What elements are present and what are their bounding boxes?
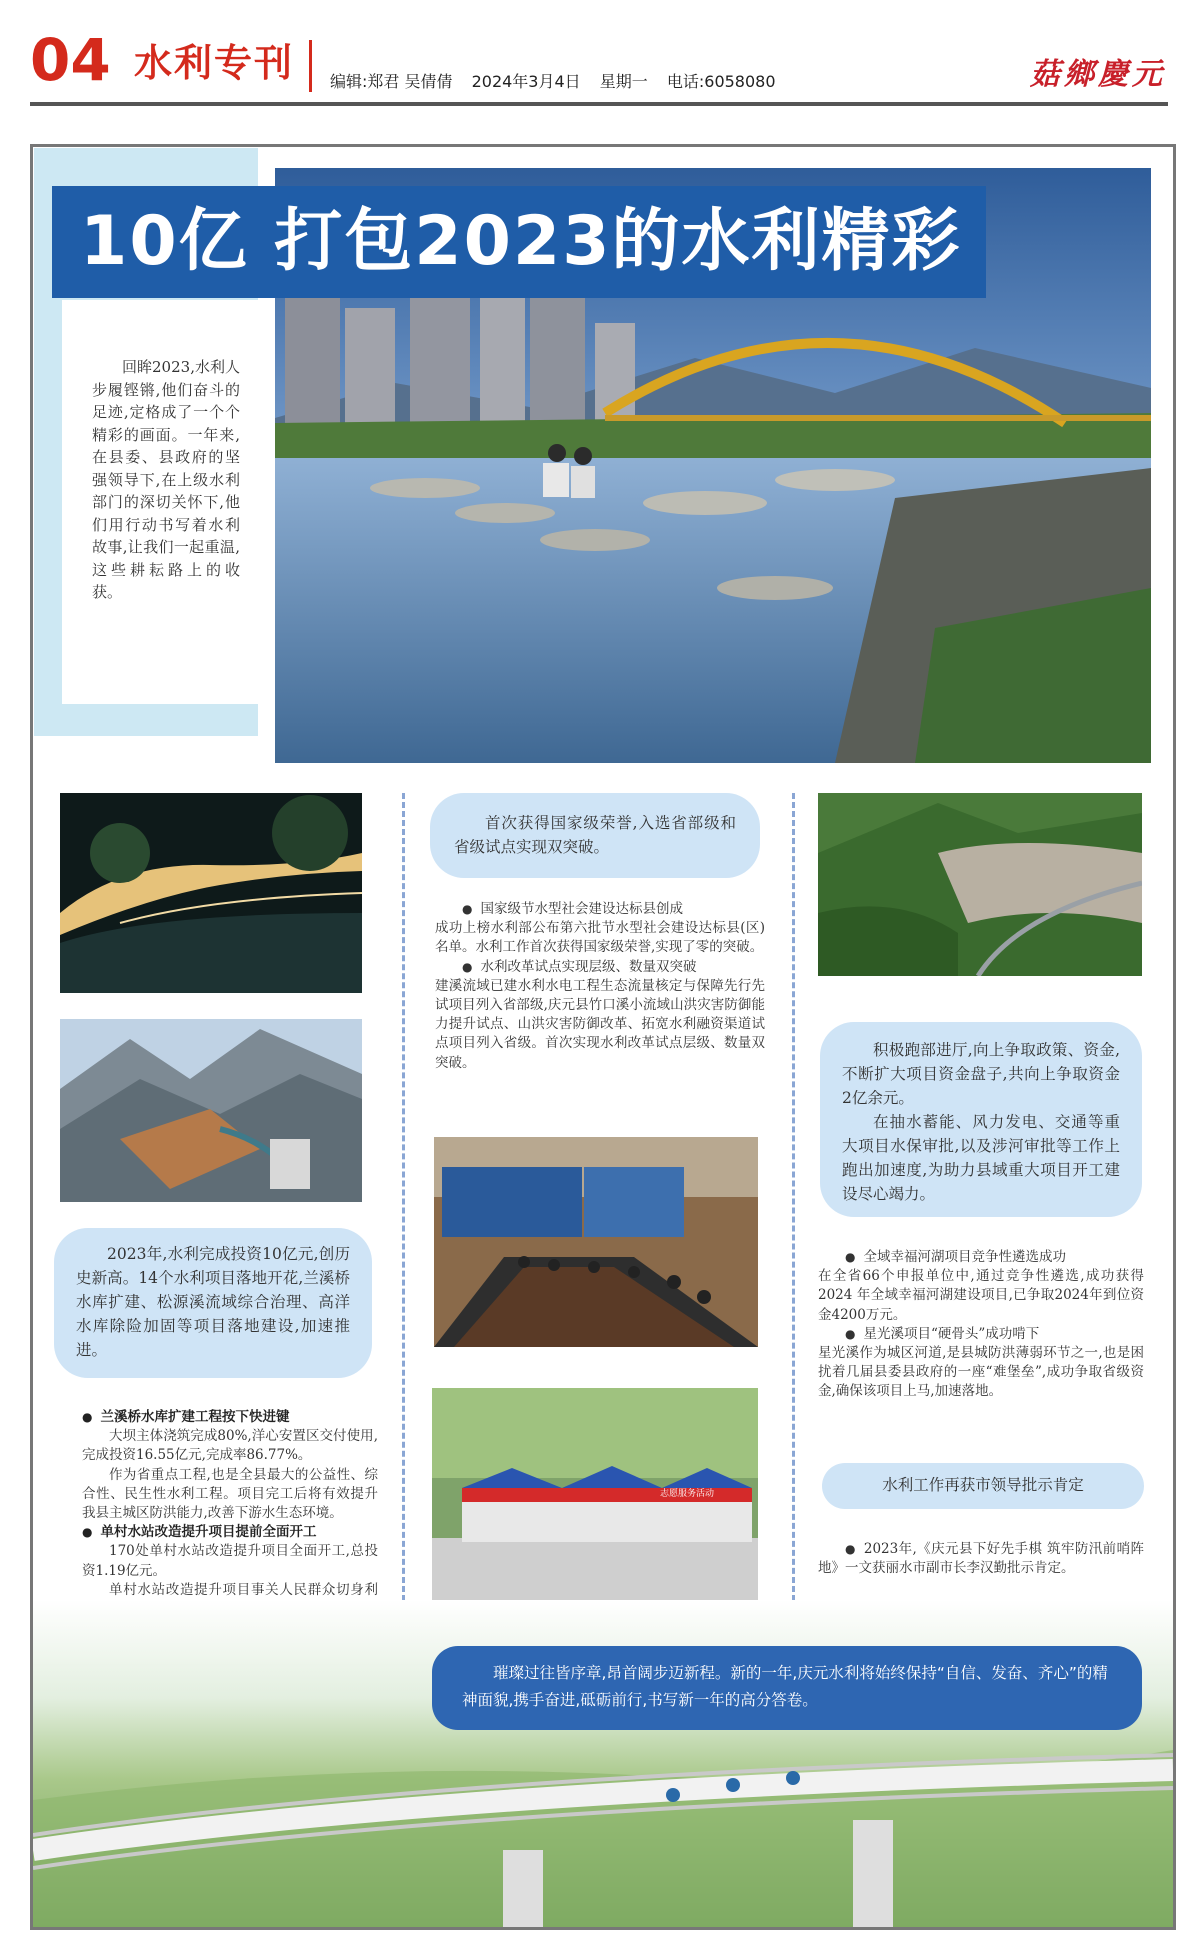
col2-item2-title-text: 水利改革试点实现层级、数量双突破 — [480, 958, 697, 975]
col3-item1-title-text: 全域幸福河湖项目竞争性遴选成功 — [863, 1249, 1066, 1265]
col3-summary-p2: 在抽水蓄能、风力发电、交通等重大项目水保审批,以及涉河审批等工作上跑出加速度,为助力县域重大项目开工建设尽心竭力。 — [842, 1113, 1120, 1203]
col3-item3 — [818, 1540, 1144, 1578]
col1-item2-title-text: 单村水站改造提升项目提前全面开工 — [100, 1524, 317, 1541]
section-title: 水利专刊 — [134, 41, 295, 85]
bullet-dot-icon: ● — [462, 959, 473, 974]
col3-body-bottom — [818, 1540, 1144, 1578]
col2-item2-text: 建溪流域已建水利水电工程生态流量核定与保障先行先试项目列入省部级,庆元县竹口溪小流域山洪灾害防御能力提升试点、山洪灾害防御改革、拓宽水利融资渠道试点项目列入省级。首次实现水利改革试点层级、数量双突破。 — [435, 977, 765, 1071]
col1-item1-p2: 作为省重点工程,也是全县最大的公益性、综合性、民生性水利工程。项目完工后将有效提升我县主城区防洪能力,改善下游水生态环境。 — [82, 1466, 378, 1522]
header-rule — [30, 102, 1168, 106]
editors: 编辑:郑君 吴倩倩 — [330, 72, 453, 91]
col2-body — [435, 900, 765, 1073]
col1-item2-title — [82, 1523, 378, 1542]
bullet-dot-icon: ● — [82, 1410, 93, 1424]
page-number: 04 — [30, 26, 111, 94]
col3-summary-p1: 积极跑部进厅,向上争取政策、资金,不断扩大项目资金盘子,共向上争取资金2亿余元。 — [842, 1041, 1120, 1107]
col3-summary-bubble — [820, 1022, 1142, 1217]
col1-item1-p1: 大坝主体浇筑完成80%,洋心安置区交付使用,完成投资16.55亿元,完成率86.77%。 — [82, 1428, 378, 1464]
col3-item3-text: 2023年,《庆元县下好先手棋 筑牢防汛前哨阵地》一文获丽水市副市长李汉勤批示肯定。 — [818, 1541, 1144, 1577]
column-divider-2 — [792, 793, 795, 1628]
col3-pill-text: 水利工作再获市领导批示肯定 — [882, 1476, 1084, 1494]
bullet-dot-icon: ● — [845, 1326, 856, 1341]
intro-text — [92, 356, 240, 604]
page-headline: 10亿 打包2023的水利精彩 — [80, 202, 962, 281]
col1-item2-p1: 170处单村水站改造提升项目全面开工,总投资1.19亿元。 — [82, 1543, 378, 1579]
col2-summary-text: 首次获得国家级荣誉,入选省部级和省级试点实现双突破。 — [454, 814, 736, 856]
intro-paragraph: 回眸2023,水利人步履铿锵,他们奋斗的足迹,定格成了一个个精彩的画面。一年来,在县委、县政府的坚强领导下,在上级水利部门的深切关怀下,他们用行动书写着水利故事,让我们一起重温,这些耕耘路上的收获。 — [92, 358, 240, 601]
phone: 电话:6058080 — [666, 72, 776, 91]
bullet-dot-icon: ● — [845, 1250, 856, 1264]
col2-item1-title — [435, 900, 765, 919]
col2-item1-text: 成功上榜水利部公布第六批节水型社会建设达标县(区)名单。水利工作首次获得国家级荣誉,实现了零的突破。 — [435, 920, 765, 956]
bullet-dot-icon: ● — [845, 1542, 856, 1556]
bullet-dot-icon: ● — [82, 1525, 93, 1540]
photo-aerial-town — [818, 793, 1142, 976]
bullet-dot-icon: ● — [462, 902, 473, 916]
col2-item1-title-text: 国家级节水型社会建设达标县创成 — [480, 901, 683, 917]
col3-item2-text: 星光溪作为城区河道,是县城防洪薄弱环节之一,也是困扰着几届县委县政府的一座“难堡垒”,成功争取省级资金,确保该项目上马,加速落地。 — [818, 1345, 1144, 1400]
col1-item1-title-text: 兰溪桥水库扩建工程按下快进键 — [100, 1409, 290, 1425]
col2-summary-bubble — [430, 793, 760, 878]
tent-banner-text: 志愿服务活动 — [660, 1489, 715, 1499]
newspaper-logo: 菇鄉慶元 — [1030, 57, 1166, 92]
column-divider-1 — [402, 793, 405, 1628]
col3-item1-text: 在全省66个申报单位中,通过竞争性遴选,成功获得2024 年全域幸福河湖建设项目,已争取2024年到位资金4200万元。 — [818, 1268, 1144, 1323]
col3-item2-title-text: 星光溪项目“硬骨头”成功啃下 — [863, 1325, 1040, 1342]
issue-date: 2024年3月4日 — [471, 72, 581, 91]
col2-item2-title — [435, 958, 765, 977]
col1-item2-p2: 单村水站改造提升项目事关人民群众切身利 — [109, 1581, 378, 1598]
header-meta — [330, 72, 790, 92]
closing-text: 璀璨过往皆序章,昂首阔步迈新程。新的一年,庆元水利将始终保持“自信、发奋、齐心”的精神面貌,携手奋进,砥砺前行,书写新一年的高分答卷。 — [462, 1664, 1108, 1709]
weekday: 星期一 — [599, 72, 648, 91]
header-separator — [309, 40, 312, 92]
col3-item1-title — [818, 1248, 1144, 1267]
col3-body — [818, 1248, 1144, 1402]
closing-banner — [432, 1646, 1142, 1730]
photo-night-boardwalk — [60, 793, 362, 993]
col3-item2-title — [818, 1325, 1144, 1344]
col1-item1-title — [82, 1408, 378, 1427]
col3-pill — [822, 1463, 1144, 1509]
photo-meeting-room — [434, 1137, 758, 1347]
col1-summary-bubble — [54, 1228, 372, 1378]
photo-reservoir-dam — [60, 1019, 362, 1202]
col1-summary-text: 2023年,水利完成投资10亿元,创历史新高。14个水利项目落地开花,兰溪桥水库扩建、松源溪流域综合治理、高洋水库除险加固等项目落地建设,加速推进。 — [76, 1245, 350, 1359]
